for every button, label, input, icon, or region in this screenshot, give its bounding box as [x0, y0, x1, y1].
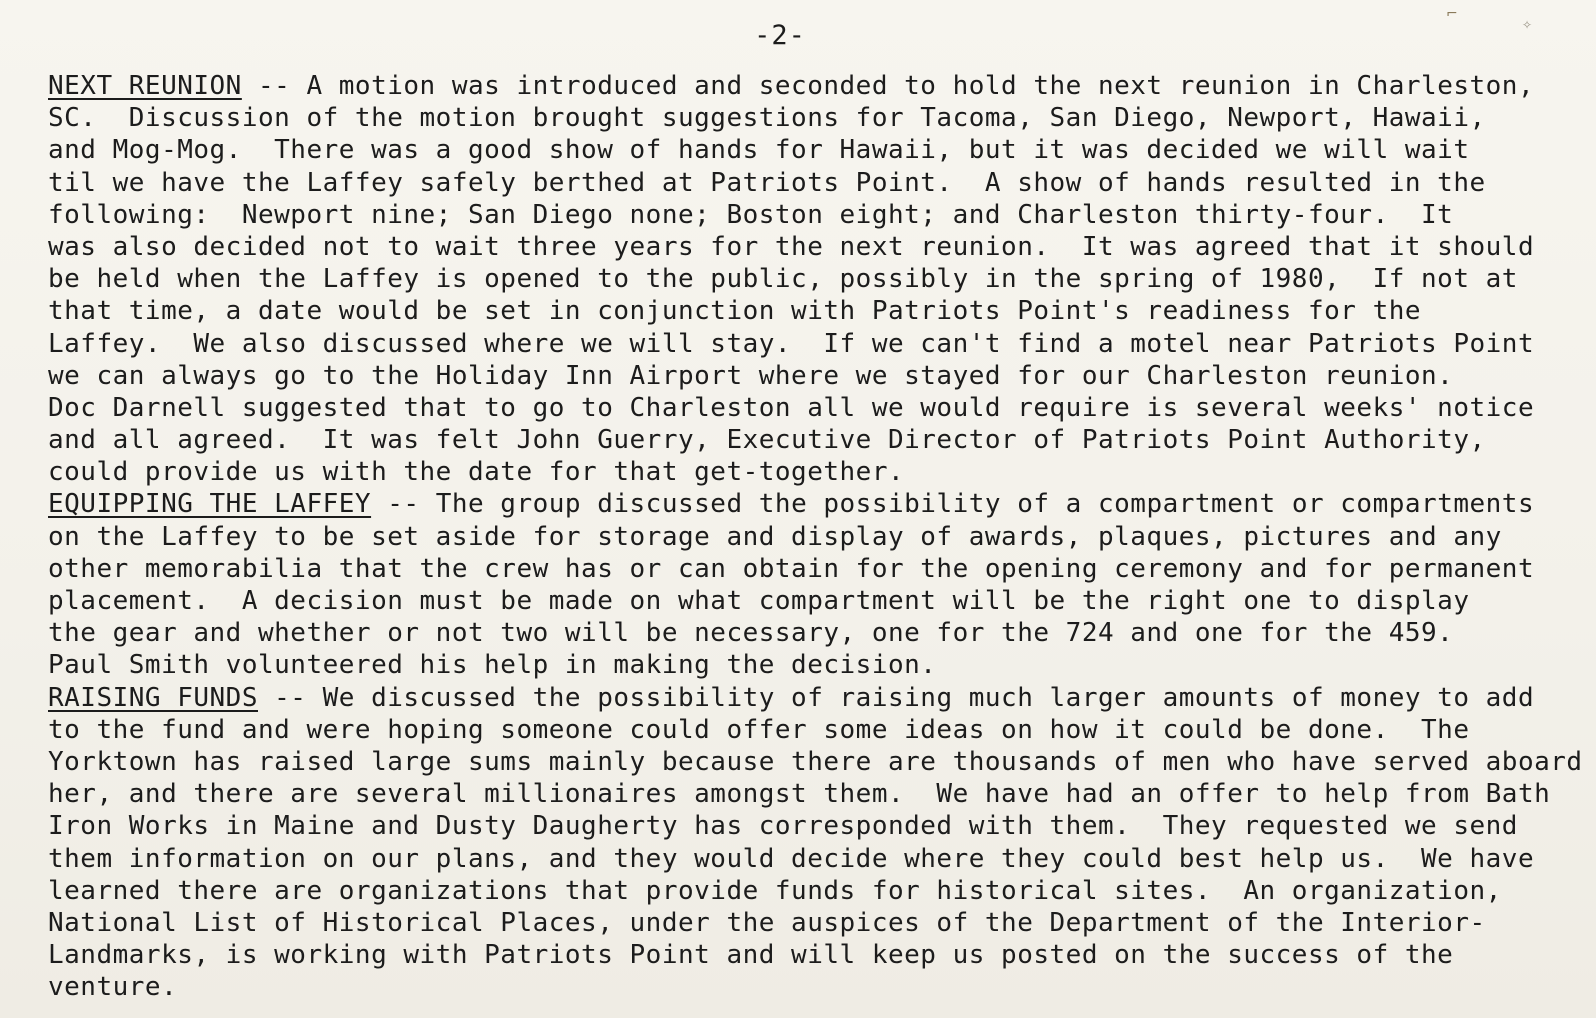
text-line: Doc Darnell suggested that to go to Charleston all we would require is several weeks' notice [48, 392, 1535, 423]
section-heading-next-reunion: NEXT REUNION [48, 71, 242, 101]
text-line: was also decided not to wait three years for the next reunion. It was agreed that it should [48, 231, 1535, 262]
text-line: SC. Discussion of the motion brought suggestions for Tacoma, San Diego, Newport, Hawaii, [48, 103, 1486, 134]
text-line: on the Laffey to be set aside for storage and display of awards, plaques, pictures and any [48, 521, 1502, 552]
text-line: them information on our plans, and they would decide where they could best help us. We have [48, 843, 1535, 874]
text-line: other memorabilia that the crew has or can obtain for the opening ceremony and for permanent [48, 553, 1535, 584]
text-line: Laffey. We also discussed where we will stay. If we can't find a motel near Patriots Point [48, 328, 1535, 359]
text-line: Paul Smith volunteered his help in making the decision. [48, 650, 937, 681]
text-line: the gear and whether or not two will be necessary, one for the 724 and one for the 459. [48, 618, 1454, 649]
page-number: -2- [754, 20, 806, 51]
text-line: til we have the Laffey safely berthed at Patriots Point. A show of hands resulted in the [48, 167, 1486, 198]
text-line: to the fund and were hoping someone could offer some ideas on how it could be done. The [48, 714, 1470, 745]
text-line: that time, a date would be set in conjunction with Patriots Point's readiness for the [48, 296, 1422, 327]
text-line: Iron Works in Maine and Dusty Daugherty has corresponded with them. They requested we send [48, 811, 1518, 842]
section-heading-raising-funds: RAISING FUNDS [48, 682, 258, 713]
text-line: and Mog-Mog. There was a good show of hands for Hawaii, but it was decided we will wait [48, 135, 1470, 166]
section-heading-equipping-the-laffey: EQUIPPING THE LAFFEY [48, 489, 372, 520]
section-first-line [48, 488, 1568, 520]
section-text: -- A motion was introduced and seconded to hold the next reunion in Charleston, [241, 71, 1535, 101]
text-line: we can always go to the Holiday Inn Airport where we stayed for our Charleston reunion. [48, 360, 1454, 391]
text-line: venture. [48, 972, 178, 1003]
paper-speck-2: ✧ [1522, 18, 1533, 32]
text-line: be held when the Laffey is opened to the public, possibly in the spring of 1980, If not at [48, 264, 1518, 295]
text-line: learned there are organizations that provide funds for historical sites. An organization, [48, 875, 1502, 906]
section-first-line [48, 682, 1568, 714]
section-first-line [48, 70, 1568, 102]
text-line: following: Newport nine; San Diego none; Boston eight; and Charleston thirty-four. It [48, 199, 1454, 230]
text-line: National List of Historical Places, under the auspices of the Department of the Interior- [48, 907, 1486, 938]
text-line: Yorktown has raised large sums mainly because there are thousands of men who have served aboard [48, 746, 1583, 777]
text-line: placement. A decision must be made on what compartment will be the right one to display [48, 586, 1470, 616]
text-line: could provide us with the date for that get-together. [48, 457, 905, 488]
text-line: her, and there are several millionaires amongst them. We have had an offer to help from Bath [48, 779, 1551, 810]
section-text: -- We discussed the possibility of raising much larger amounts of money to add [258, 682, 1535, 713]
text-line: and all agreed. It was felt John Guerry, Executive Director of Patriots Point Authority, [48, 425, 1486, 456]
body-text [48, 70, 1583, 1003]
text-line: Landmarks, is working with Patriots Point and will keep us posted on the success of the [48, 940, 1454, 971]
section-text: -- The group discussed the possibility of a compartment or compartments [371, 489, 1535, 520]
paper-speck: ⌐ [1446, 6, 1458, 22]
